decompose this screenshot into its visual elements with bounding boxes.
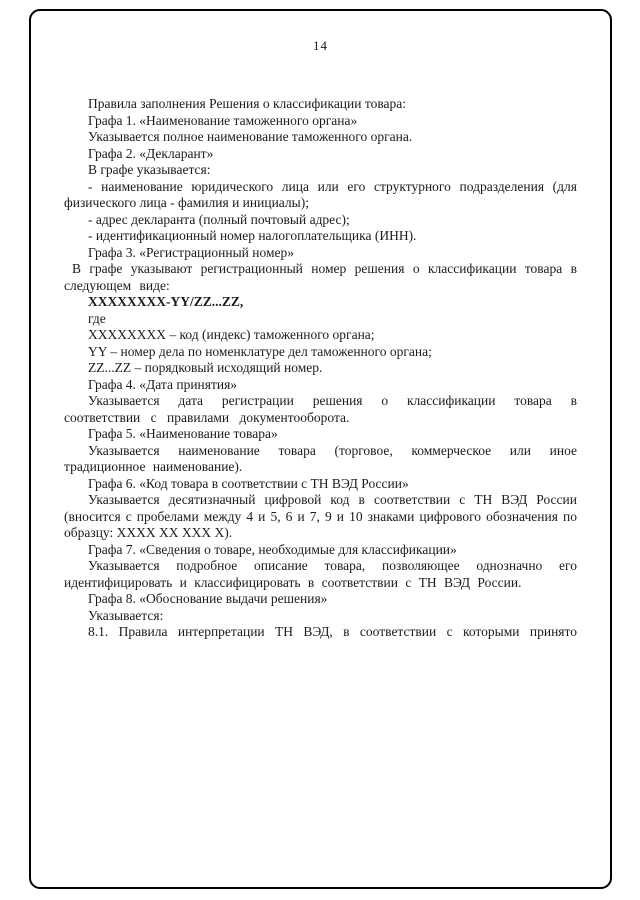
grafa-2-item-1: - наименование юридического лица или его структурного подразделения (для физического лица - фамилия и инициалы); (64, 178, 577, 210)
grafa-3-text: В графе указывают регистрационный номер решения о классификации товара в следующем виде: (64, 261, 577, 293)
format-zz-line: ZZ...ZZ – порядковый исходящий номер. (88, 360, 323, 375)
grafa-8-item-8-1: 8.1. Правила интерпретации ТН ВЭД, в соответствии с которыми принято (88, 624, 577, 639)
grafa-4-heading: Графа 4. «Дата принятия» (88, 376, 238, 392)
grafa-7-heading: Графа 7. «Сведения о товаре, необходимые для классификации» (88, 541, 457, 557)
grafa-2-item-2: - адрес декларанта (полный почтовый адрес); (88, 211, 350, 227)
grafa-8-heading: Графа 8. «Обоснование выдачи решения» (88, 591, 328, 606)
grafa-6-text: Указывается десятизначный цифровой код в соответствии с ТН ВЭД России (вносится с пробелами между 4 и 5, 6 и 7, 9 и 10 знаками цифрового обозначения по образцу: ХХХХ ХХ ХХХ Х). (64, 492, 577, 540)
grafa-1-heading: Графа 1. «Наименование таможенного органа» (88, 112, 358, 128)
grafa-5-heading: Графа 5. «Наименование товара» (88, 426, 278, 441)
document-body (31, 54, 610, 641)
grafa-2-intro: В графе указывается: (88, 162, 211, 177)
intro-paragraph: Правила заполнения Решения о классификации товара: (88, 96, 407, 111)
grafa-2-item-3: - идентификационный номер налогоплательщика (ИНН). (88, 228, 417, 243)
grafa-5-text: Указывается наименование товара (торговое, коммерческое или иное традиционное наименование). (64, 442, 577, 474)
grafa-8-intro: Указывается: (88, 607, 164, 623)
page-border-frame (29, 9, 612, 889)
format-code-line: ХХХХХХХХ – код (индекс) таможенного органа; (88, 327, 375, 342)
grafa-7-text: Указывается подробное описание товара, позволяющее однозначно его идентифицировать и классифицировать в соответствии с ТН ВЭД России. (64, 558, 577, 590)
grafa-1-text: Указывается полное наименование таможенного органа. (88, 129, 413, 144)
page-number: 14 (313, 38, 328, 53)
format-yy-line: YY – номер дела по номенклатуре дел таможенного органа; (88, 343, 432, 359)
grafa-3-heading: Графа 3. «Регистрационный номер» (88, 244, 295, 260)
grafa-4-text: Указывается дата регистрации решения о классификации товара в соответствии с правилами документооборота. (64, 393, 577, 425)
format-where-label: где (88, 310, 106, 326)
grafa-2-heading: Графа 2. «Декларант» (88, 145, 214, 161)
registration-number-format: ХХХХХХХХ-YY/ZZ...ZZ, (88, 294, 244, 309)
grafa-6-heading: Графа 6. «Код товара в соответствии с ТН ВЭД России» (88, 475, 409, 491)
